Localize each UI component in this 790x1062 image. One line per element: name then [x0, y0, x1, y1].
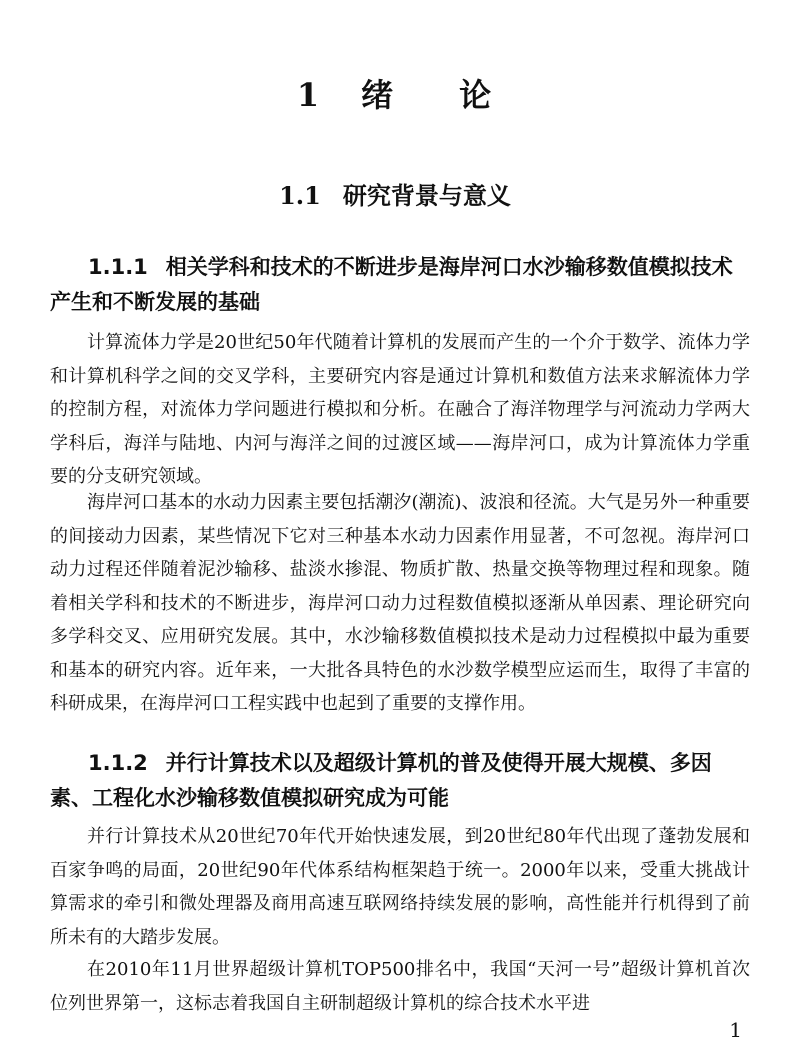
paragraph: 在2010年11月世界超级计算机TOP500排名中，我国“天河一号”超级计算机首次位列世界第一，这标志着我国自主研制超级计算机的综合技术水平进 — [50, 959, 750, 1014]
subsection-title: 相关学科和技术的不断进步是海岸河口水沙输移数值模拟技术产生和不断发展的基础 — [50, 255, 733, 314]
paragraph: 计算流体力学是20世纪50年代随着计算机的发展而产生的一个介于数学、流体力学和计算机科学之间的交叉学科，主要研究内容是通过计算机和数值方法来求解流体力学的控制方程，对流体力学问题进行模拟和分析。在融合了海洋物理学与河流动力学两大学科后，海洋与陆地、内河与海洋之间的过渡区域——海岸河口，成为计算流体力学重要的分支研究领域。 — [50, 332, 750, 487]
chapter-number: 1 — [296, 76, 322, 114]
subsection-number: 1.1.2 — [88, 751, 148, 775]
subsection-heading-1 — [50, 250, 750, 320]
paragraph: 并行计算技术从20世纪70年代开始快速发展，到20世纪80年代出现了蓬勃发展和百家争鸣的局面，20世纪90年代体系结构框架趋于统一。2000年以来，受重大挑战计算需求的牵引和微处理器及商用高速互联网络持续发展的影响，高性能并行机得到了前所未有的大踏步发展。 — [50, 826, 750, 948]
section-number: 1.1 — [279, 181, 321, 210]
section-title — [0, 176, 790, 211]
subsection-number: 1.1.1 — [88, 255, 148, 279]
page-number: 1 — [729, 1018, 742, 1042]
chapter-title-part2: 论 — [459, 76, 494, 114]
subsection-heading-2 — [50, 746, 750, 816]
subsection-title: 并行计算技术以及超级计算机的普及使得开展大规模、多因素、工程化水沙输移数值模拟研究成为可能 — [50, 751, 712, 810]
chapter-title-part1: 绪 — [361, 76, 396, 114]
paragraph: 海岸河口基本的水动力因素主要包括潮汐(潮流)、波浪和径流。大气是另外一种重要的间接动力因素，某些情况下它对三种基本水动力因素作用显著，不可忽视。海岸河口动力过程还伴随着泥沙输移、盐淡水掺混、物质扩散、热量交换等物理过程和现象。随着相关学科和技术的不断进步，海岸河口动力过程数值模拟逐渐从单因素、理论研究向多学科交叉、应用研究发展。其中，水沙输移数值模拟技术是动力过程模拟中最为重要和基本的研究内容。近年来，一大批各具特色的水沙数学模型应运而生，取得了丰富的科研成果，在海岸河口工程实践中也起到了重要的支撑作用。 — [50, 492, 750, 714]
section-title-text: 研究背景与意义 — [342, 181, 511, 210]
chapter-title — [0, 70, 790, 116]
